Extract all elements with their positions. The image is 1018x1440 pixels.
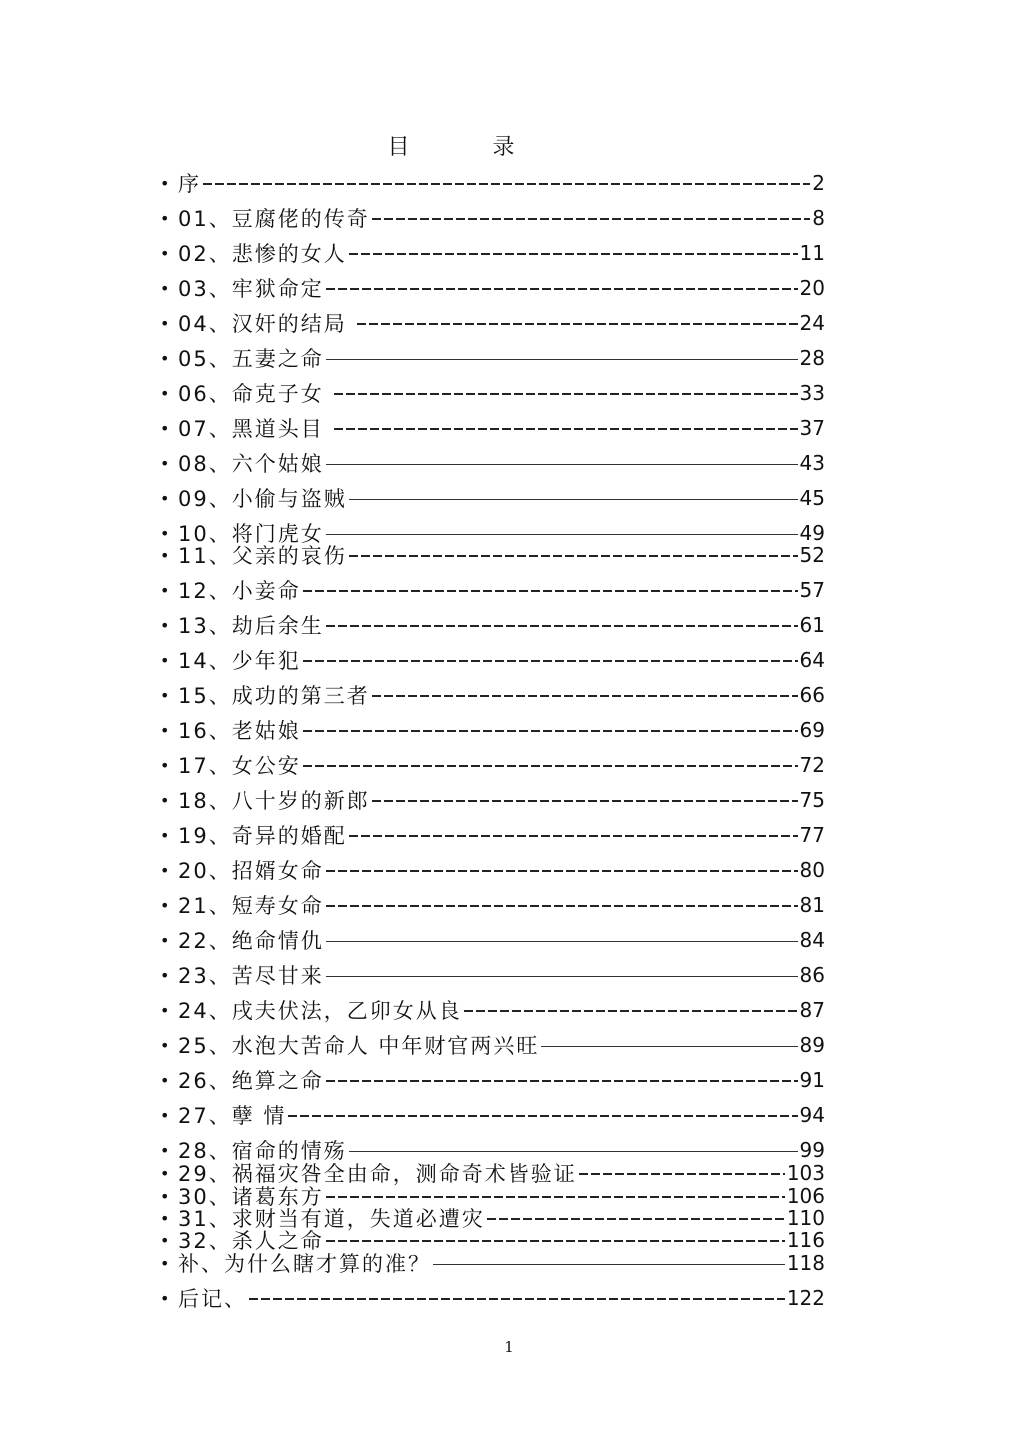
toc-entry-page-number: 20 [799, 276, 825, 300]
bullet-icon: • [160, 173, 170, 193]
leader-line [349, 835, 798, 837]
bullet-icon: • [160, 278, 170, 298]
toc-entry-title: 02、悲惨的女人 [178, 242, 347, 266]
bullet-icon: • [160, 1163, 170, 1183]
toc-entry-title: 08、六个姑娘 [178, 452, 324, 476]
leader-line [349, 555, 798, 557]
toc-entry-title: 05、五妻之命 [178, 347, 324, 371]
bullet-icon: • [160, 488, 170, 508]
bullet-icon: • [160, 1035, 170, 1055]
leader-line [372, 218, 811, 220]
bullet-icon: • [160, 1253, 170, 1273]
leader-line [334, 428, 797, 430]
toc-entry-page-number: 116 [786, 1228, 825, 1252]
toc-entry-page-number: 64 [799, 648, 825, 672]
bullet-icon: • [160, 720, 170, 740]
toc-entry-title: 32、杀人之命 [178, 1229, 324, 1253]
toc-entry-page-number: 72 [799, 753, 825, 777]
leader-line [433, 1264, 785, 1265]
toc-entry [160, 413, 825, 443]
toc-entry-page-number: 87 [799, 998, 825, 1022]
leader-line [326, 1196, 785, 1198]
toc-entry-page-number: 24 [799, 311, 825, 335]
bullet-icon: • [160, 1105, 170, 1125]
leader-line [349, 499, 798, 500]
toc-entry-title: 31、求财当有道，失道必遭灾 [178, 1207, 485, 1231]
toc-entry-page-number: 45 [799, 486, 825, 510]
toc-entry-page-number: 75 [799, 788, 825, 812]
bullet-icon: • [160, 895, 170, 915]
toc-entry-page-number: 43 [799, 451, 825, 475]
leader-line [334, 393, 797, 395]
toc-entry-page-number: 61 [799, 613, 825, 637]
toc-entry-title: 18、八十岁的新郎 [178, 789, 370, 813]
bullet-icon: • [160, 1208, 170, 1228]
leader-line [288, 1115, 797, 1117]
bullet-icon: • [160, 545, 170, 565]
toc-entry-title: 22、绝命情仇 [178, 929, 324, 953]
bullet-icon: • [160, 453, 170, 473]
leader-line [326, 288, 798, 290]
toc-entry [160, 575, 825, 605]
toc-entry-title: 30、诸葛东方 [178, 1185, 324, 1209]
leader-line [326, 976, 798, 977]
bullet-icon: • [160, 383, 170, 403]
toc-entry [160, 1030, 825, 1060]
leader-line [326, 1080, 798, 1082]
leader-line [303, 660, 798, 662]
leader-line [326, 625, 798, 627]
leader-line [372, 695, 798, 697]
leader-line [349, 253, 798, 255]
toc-entry-title: 01、豆腐佬的传奇 [178, 207, 370, 231]
toc-entry-title: 23、苦尽甘来 [178, 964, 324, 988]
toc-entry-title: 12、小妾命 [178, 579, 301, 603]
leader-line [326, 359, 798, 360]
toc-entry-title: 后记、 [178, 1287, 247, 1311]
toc-entry-page-number: 84 [799, 928, 825, 952]
toc-entry-page-number: 66 [799, 683, 825, 707]
page-number-footer: 1 [504, 1338, 514, 1356]
toc-entry-title: 11、父亲的哀伤 [178, 544, 347, 568]
toc-entry-page-number: 28 [799, 346, 825, 370]
toc-entry-title: 15、成功的第三者 [178, 684, 370, 708]
toc-entry-title: 补、为什么瞎才算的准？ [178, 1252, 431, 1276]
toc-entry [160, 1248, 825, 1278]
bullet-icon: • [160, 580, 170, 600]
toc-entry [160, 960, 825, 990]
toc-entry-title: 21、短寿女命 [178, 894, 324, 918]
toc-entry [160, 308, 825, 338]
leader-line [326, 905, 798, 907]
toc-entry-page-number: 80 [799, 858, 825, 882]
leader-line [349, 1151, 798, 1152]
toc-entry-page-number: 69 [799, 718, 825, 742]
toc-entry [160, 785, 825, 815]
toc-entry-title: 06、命克子女 [178, 382, 333, 406]
bullet-icon: • [160, 965, 170, 985]
toc-entry-title: 19、奇异的婚配 [178, 824, 347, 848]
leader-line [487, 1218, 785, 1220]
bullet-icon: • [160, 523, 170, 543]
bullet-icon: • [160, 825, 170, 845]
toc-entry-page-number: 2 [812, 171, 825, 195]
bullet-icon: • [160, 348, 170, 368]
toc-entry-page-number: 86 [799, 963, 825, 987]
toc-entry-page-number: 103 [786, 1161, 825, 1185]
toc-entry [160, 750, 825, 780]
bullet-icon: • [160, 685, 170, 705]
leader-line [357, 323, 797, 325]
bullet-icon: • [160, 615, 170, 635]
toc-entry [160, 168, 825, 198]
toc-entry-title: 10、将门虎女 [178, 522, 324, 546]
toc-entry-page-number: 8 [812, 206, 825, 230]
bullet-icon: • [160, 1288, 170, 1308]
toc-entry-title: 03、牢狱命定 [178, 277, 324, 301]
toc-entry-title: 17、女公安 [178, 754, 301, 778]
bullet-icon: • [160, 313, 170, 333]
bullet-icon: • [160, 650, 170, 670]
toc-entry [160, 273, 825, 303]
toc-entry [160, 680, 825, 710]
toc-entry-page-number: 57 [799, 578, 825, 602]
toc-entry [160, 1100, 825, 1130]
toc-entry [160, 448, 825, 478]
toc-entry-title: 25、水泡大苦命人 中年财官两兴旺 [178, 1034, 540, 1058]
toc-entry [160, 610, 825, 640]
toc-entry-title: 29、祸福灾咎全由命，测命奇术皆验证 [178, 1162, 577, 1186]
toc-entry-title: 04、汉奸的结局 [178, 312, 356, 336]
toc-entry-page-number: 106 [786, 1184, 825, 1208]
leader-line [326, 1240, 785, 1242]
bullet-icon: • [160, 1140, 170, 1160]
toc-entry [160, 343, 825, 373]
bullet-icon: • [160, 243, 170, 263]
bullet-icon: • [160, 790, 170, 810]
toc-entry-page-number: 81 [799, 893, 825, 917]
toc-entry [160, 540, 825, 570]
bullet-icon: • [160, 930, 170, 950]
toc-entry-page-number: 91 [799, 1068, 825, 1092]
toc-entry [160, 483, 825, 513]
toc-entry-page-number: 118 [786, 1251, 825, 1275]
toc-entry-page-number: 33 [799, 381, 825, 405]
bullet-icon: • [160, 418, 170, 438]
toc-entry [160, 378, 825, 408]
leader-line [326, 870, 798, 872]
leader-line [203, 183, 810, 185]
bullet-icon: • [160, 1230, 170, 1250]
leader-line [249, 1298, 785, 1300]
toc-entry [160, 855, 825, 885]
toc-entry-page-number: 110 [786, 1206, 825, 1230]
toc-entry-title: 07、黑道头目 [178, 417, 333, 441]
leader-line [326, 534, 798, 535]
toc-entry-title: 13、劫后余生 [178, 614, 324, 638]
toc-entry-title: 27、孽 情 [178, 1104, 287, 1128]
leader-line [303, 590, 798, 592]
toc-entry [160, 995, 825, 1025]
toc-entry-page-number: 49 [799, 521, 825, 545]
toc-entry [160, 715, 825, 745]
bullet-icon: • [160, 1000, 170, 1020]
bullet-icon: • [160, 208, 170, 228]
toc-entry-title: 09、小偷与盗贼 [178, 487, 347, 511]
bullet-icon: • [160, 860, 170, 880]
toc-entry-title: 20、招婿女命 [178, 859, 324, 883]
toc-entry [160, 238, 825, 268]
leader-line [303, 765, 798, 767]
toc-entry-title: 14、少年犯 [178, 649, 301, 673]
toc-entry-title: 序 [178, 172, 201, 196]
toc-entry [160, 1283, 825, 1313]
toc-entry-page-number: 52 [799, 543, 825, 567]
leader-line [464, 1010, 798, 1012]
toc-entry-title: 24、戌夫伏法，乙卯女从良 [178, 999, 462, 1023]
toc-entry [160, 645, 825, 675]
leader-line [541, 1046, 797, 1047]
toc-entry [160, 925, 825, 955]
page-title: 目 录 [387, 135, 553, 160]
leader-line [326, 464, 798, 465]
bullet-icon: • [160, 755, 170, 775]
toc-entry-page-number: 77 [799, 823, 825, 847]
toc-entry-page-number: 94 [799, 1103, 825, 1127]
leader-line [579, 1173, 785, 1175]
leader-line [326, 941, 798, 942]
toc-entry-page-number: 11 [799, 241, 825, 265]
toc-entry [160, 1065, 825, 1095]
toc-entry [160, 820, 825, 850]
toc-entry [160, 203, 825, 233]
leader-line [372, 800, 798, 802]
bullet-icon: • [160, 1186, 170, 1206]
toc-entry-page-number: 99 [799, 1138, 825, 1162]
bullet-icon: • [160, 1070, 170, 1090]
toc-entry-page-number: 122 [786, 1286, 825, 1310]
toc-entry [160, 890, 825, 920]
toc-entry-page-number: 37 [799, 416, 825, 440]
toc-entry-title: 26、绝算之命 [178, 1069, 324, 1093]
toc-entry-title: 28、宿命的情殇 [178, 1139, 347, 1163]
toc-entry-page-number: 89 [799, 1033, 825, 1057]
leader-line [303, 730, 798, 732]
toc-entry-title: 16、老姑娘 [178, 719, 301, 743]
